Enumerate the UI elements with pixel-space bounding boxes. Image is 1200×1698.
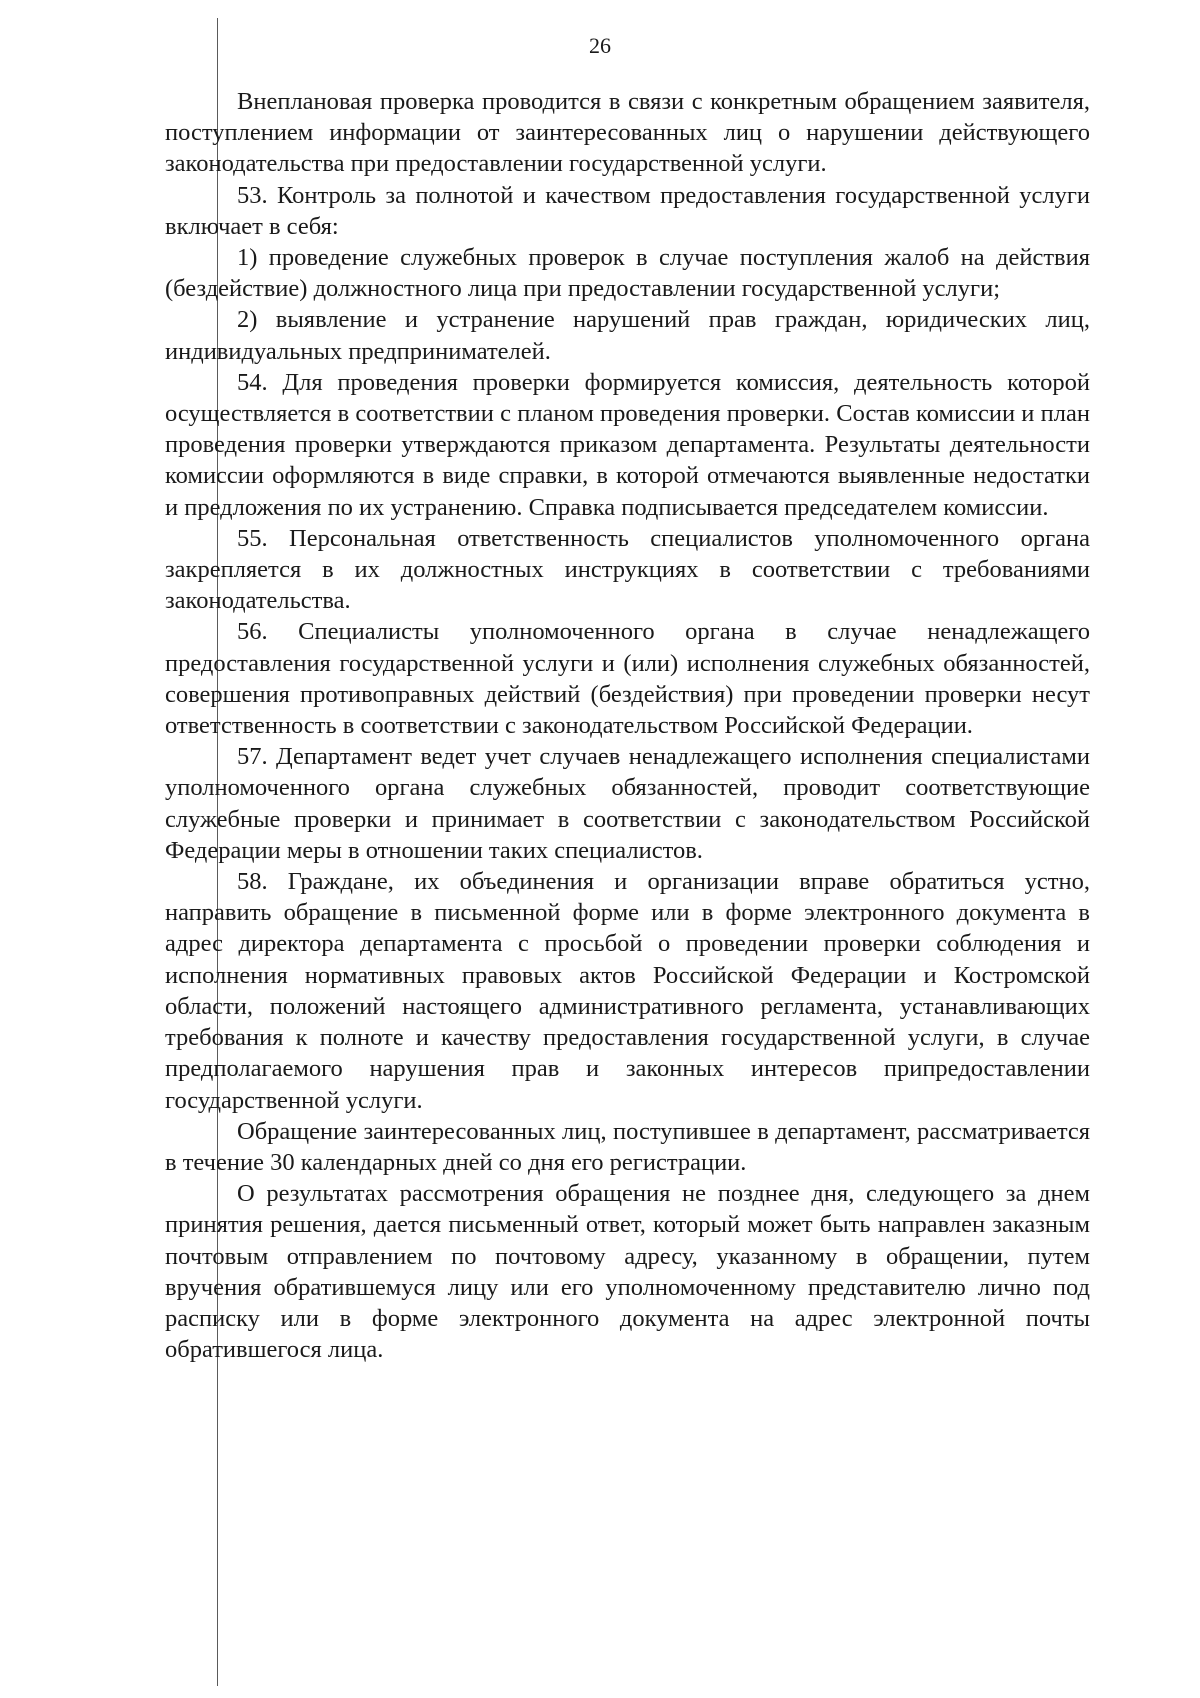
paragraph-58: 58. Граждане, их объединения и организации вправе обратиться устно, направить обращение в письменной форме или в форме электронного документа в адрес директора департамента с просьбой о проведении проверки соблюдения и исполнения нормативных правовых актов Российской Федерации и Костромской области, положений настоящего административного регламента, устанавливающих требования к полноте и качеству предоставления государственной услуги, в случае предполагаемого нарушения прав и законных интересов припредоставлении государственной услуги. <box>165 868 1090 1114</box>
paragraph-57: 57. Департамент ведет учет случаев ненадлежащего исполнения специалистами уполномоченного органа служебных обязанностей, проводит соответствующие служебные проверки и принимает в соответствии с законодательством Российской Федерации меры в отношении таких специалистов. <box>165 743 1090 864</box>
paragraph-unscheduled-inspection: Внеплановая проверка проводится в связи с конкретным обращением заявителя, поступлением информации от заинтересованных лиц о нарушении действующего законодательства при предоставлении государственной услуги. <box>165 88 1090 178</box>
paragraph-54: 54. Для проведения проверки формируется комиссия, деятельность которой осуществляется в соответствии с планом проведения проверки. Состав комиссии и план проведения проверки утверждаются приказом департамента. Результаты деятельности комиссии оформляются в виде справки, в которой отмечаются выявленные недостатки и предложения по их устранению. Справка подписывается председателем комиссии. <box>165 368 1090 521</box>
paragraph-appeal-review: Обращение заинтересованных лиц, поступившее в департамент, рассматривается в течение 30 календарных дней со дня его регистрации. <box>165 1117 1090 1176</box>
paragraph-55: 55. Персональная ответственность специалистов уполномоченного органа закрепляется в их должностных инструкциях в соответствии с требованиями законодательства. <box>165 524 1090 615</box>
page-number: 26 <box>589 33 611 58</box>
document-body <box>165 86 1090 1676</box>
paragraph-53-item-2: 2) выявление и устранение нарушений прав граждан, юридических лиц, индивидуальных предпринимателей. <box>165 306 1090 365</box>
paragraph-53-item-1: 1) проведение служебных проверок в случае поступления жалоб на действия (бездействие) должностного лица при предоставлении государственной услуги; <box>165 244 1090 303</box>
paragraph-appeal-answer: О результатах рассмотрения обращения не позднее дня, следующего за днем принятия решения, дается письменный ответ, который может быть направлен заказным почтовым отправлением по почтовому адресу, указанному в обращении, путем вручения обратившемуся лицу или его уполномоченному представителю лично под расписку или в форме электронного документа на адрес электронной почты обратившегося лица. <box>165 1180 1090 1364</box>
paragraph-53: 53. Контроль за полнотой и качеством предоставления государственной услуги включает в себя: <box>165 181 1090 240</box>
paragraph-56: 56. Специалисты уполномоченного органа в случае ненадлежащего предоставления государственной услуги и (или) исполнения служебных обязанностей, совершения противоправных действий (бездействия) при проведении проверки несут ответственность в соответствии с законодательством Российской Федерации. <box>165 618 1090 740</box>
